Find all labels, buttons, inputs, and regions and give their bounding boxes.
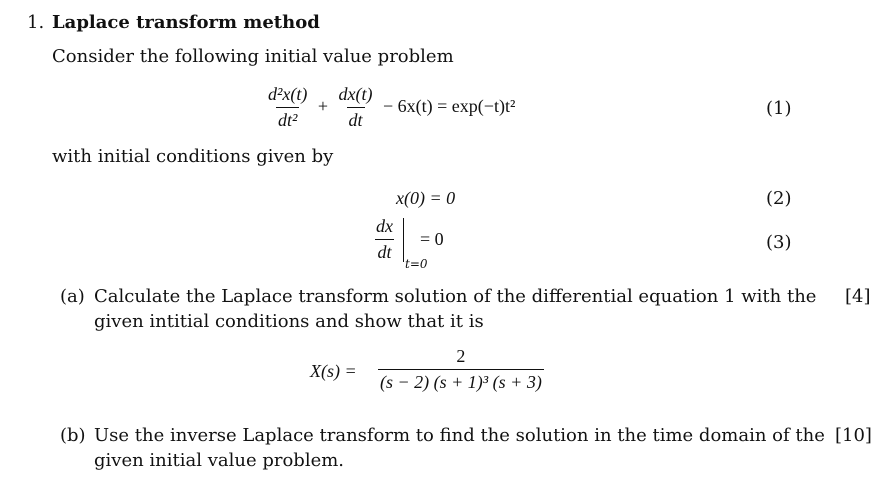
part-b-label: (b)	[60, 425, 86, 446]
condition-2	[374, 216, 444, 263]
result-equation	[378, 346, 544, 393]
second-derivative-fraction	[266, 84, 309, 131]
evaluation-point: t=0	[405, 257, 428, 271]
part-b-marks: [10]	[835, 425, 872, 446]
part-a-marks: [4]	[845, 286, 871, 307]
equation-1	[266, 84, 515, 131]
fraction-denominator: dt	[347, 107, 365, 131]
result-fraction	[378, 346, 544, 393]
question-number: 1.	[27, 12, 45, 33]
derivative-fraction	[374, 216, 395, 263]
fraction-numerator: d²x(t)	[268, 84, 308, 104]
conditions-intro: with initial conditions given by	[52, 146, 334, 167]
intro-text: Consider the following initial value problem	[52, 46, 454, 67]
result-denominator: (s − 2) (s + 1)³ (s + 3)	[378, 369, 544, 393]
fraction-numerator: dx(t)	[338, 84, 373, 104]
condition-1: x(0) = 0	[396, 188, 456, 208]
condition-1-label: (2)	[766, 188, 792, 209]
part-b-line-2: given initial value problem.	[94, 450, 345, 471]
result-numerator: 2	[456, 346, 466, 366]
fraction-numerator: dx	[376, 216, 393, 236]
result-lhs: X(s) =	[310, 361, 357, 381]
equation-1-rest: − 6x(t) = exp(−t)t²	[383, 95, 516, 116]
question-title: Laplace transform method	[52, 12, 320, 33]
first-derivative-fraction	[337, 84, 375, 131]
equation-1-label: (1)	[766, 98, 792, 119]
fraction-denominator: dt	[375, 239, 393, 263]
part-a-line-1: Calculate the Laplace transform solution of the differential equation 1 with the	[94, 286, 817, 307]
plus-sign: +	[317, 95, 329, 116]
part-b-line-1: Use the inverse Laplace transform to find the solution in the time domain of the	[94, 425, 825, 446]
part-a-line-2: given intitial conditions and show that it is	[94, 311, 484, 332]
fraction-denominator: dt²	[276, 107, 299, 131]
condition-2-label: (3)	[766, 232, 792, 253]
condition-2-rhs: = 0	[420, 229, 444, 249]
part-a-label: (a)	[60, 286, 85, 307]
evaluation-bar	[403, 218, 404, 262]
